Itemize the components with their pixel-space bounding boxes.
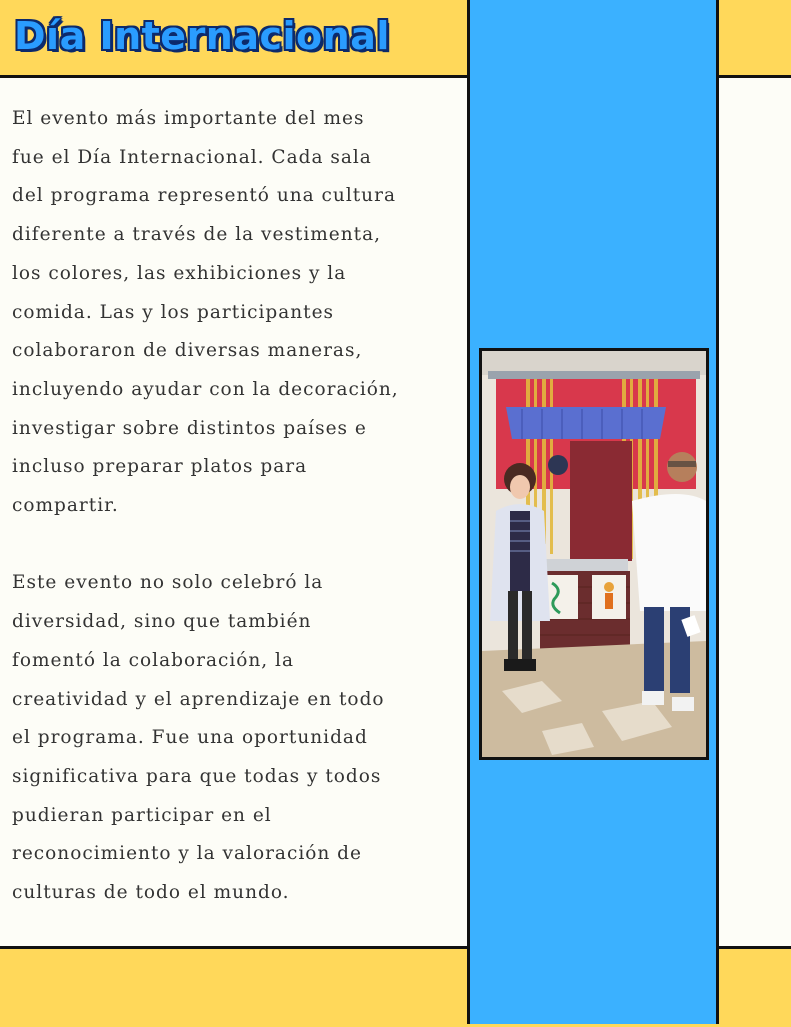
text-line: comida. Las y los participantes [12, 301, 335, 323]
text-line: investigar sobre distintos países e [12, 417, 367, 439]
paragraph-2 [12, 564, 457, 912]
event-photo [479, 348, 709, 760]
text-line: culturas de todo el mundo. [12, 882, 290, 904]
text-line: creatividad y el aprendizaje en todo [12, 688, 385, 710]
text-line: incluso preparar platos para [12, 456, 308, 478]
text-line: compartir. [12, 495, 119, 517]
text-line: colaboraron de diversas maneras, [12, 340, 363, 362]
page-title: Día Internacional [14, 14, 390, 58]
text-line: reconocimiento y la valoración de [12, 843, 362, 865]
text-line: significativa para que todas y todos [12, 765, 382, 787]
text-line: Este evento no solo celebró la [12, 572, 324, 594]
text-line: del programa representó una cultura [12, 185, 396, 207]
text-line: diversidad, sino que también [12, 611, 312, 633]
article-body [12, 100, 457, 913]
paragraph-1 [12, 100, 457, 526]
text-line: el programa. Fue una oportunidad [12, 727, 368, 749]
text-line: fomentó la colaboración, la [12, 649, 295, 671]
text-line: incluyendo ayudar con la decoración, [12, 378, 399, 400]
right-white-panel [722, 78, 791, 946]
text-line: diferente a través de la vestimenta, [12, 224, 382, 246]
text-line: El evento más importante del mes [12, 108, 365, 129]
text-line: fue el Día Internacional. Cada sala [12, 146, 372, 168]
text-line: los colores, las exhibiciones y la [12, 262, 347, 284]
text-line: pudieran participar en el [12, 804, 272, 826]
event-photo-illustration [482, 351, 706, 757]
